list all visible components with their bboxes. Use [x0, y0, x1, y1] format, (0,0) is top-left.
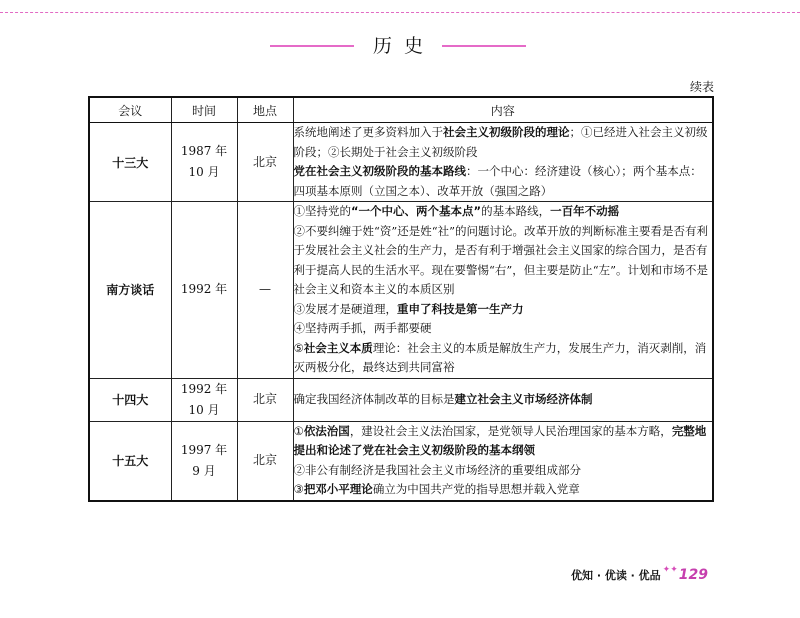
emphasis-text: 把邓小平理论 — [303, 482, 373, 496]
star-icon: ✦✦ — [662, 565, 678, 575]
header-time: 时间 — [171, 97, 237, 123]
emphasis-text: 一百年不动摇 — [550, 204, 620, 218]
continued-label: 续表 — [689, 80, 714, 94]
header-content: 内容 — [293, 97, 713, 123]
table-row — [89, 421, 713, 501]
place-cell: 北京 — [237, 378, 293, 421]
body-text: 系统地阐述了更多资料加入于 — [293, 125, 443, 139]
header-rule-left — [270, 45, 354, 47]
body-text: ②非公有制经济是我国社会主义市场经济的重要组成部分 — [293, 462, 581, 477]
time-line: 1997 年 — [180, 442, 228, 457]
emphasis-text: “一个中心、两个基本点” — [351, 204, 482, 218]
content-paragraph — [294, 202, 713, 222]
subject-title: 历史 — [372, 35, 435, 57]
content-paragraph — [294, 222, 713, 300]
time-cell — [171, 123, 237, 202]
header-place: 地点 — [237, 97, 293, 123]
content-paragraph — [294, 461, 713, 481]
time-cell — [171, 202, 237, 379]
content-cell — [293, 202, 713, 379]
emphasis-text: 建立社会主义市场经济体制 — [454, 391, 593, 406]
table-row — [89, 202, 713, 379]
body-text: 理论：社会主义的本质是解放生产力，发展生产力，消灭剥削，消灭两极分化，最终达到共同富裕 — [293, 340, 707, 374]
emphasis-text: 依法治国 — [303, 423, 350, 438]
body-text: ：一个中心：经济建设（核心）；两个基本点：四项基本原则（立国之本）、改革开放（强国之路） — [293, 164, 702, 198]
page-header — [270, 34, 526, 58]
content-paragraph — [294, 300, 713, 320]
time-line: 1992 年 — [180, 381, 228, 396]
place-cell: 北京 — [237, 421, 293, 501]
body-text: ，建设社会主义法治国家，是党领导人民治理国家的基本方略， — [349, 423, 672, 438]
body-text: ⑤ — [293, 340, 304, 355]
header-rule-right — [442, 45, 526, 47]
body-text: ；①已经进入社会主义初级阶段；②长期处于社会主义初级阶段 — [293, 125, 708, 159]
body-text: 的基本路线， — [481, 204, 551, 218]
emphasis-text: 重申了科技是第一生产力 — [397, 301, 524, 316]
emphasis-text: 完整地提出和论述了党在社会主义初级阶段的基本纲领 — [293, 423, 707, 457]
body-text: ④坚持两手抓，两手都要硬 — [293, 321, 432, 335]
header-meeting: 会议 — [89, 97, 171, 123]
body-text: ③发展才是硬道理， — [293, 301, 397, 316]
page-number: 129 — [678, 567, 708, 583]
emphasis-text: 党在社会主义初级阶段的基本路线 — [293, 164, 466, 178]
time-line: 10 月 — [188, 402, 220, 417]
content-paragraph — [294, 480, 713, 500]
footer-slogan: 优知 · 优读 · 优品 — [570, 569, 661, 582]
body-text: ① — [293, 423, 304, 438]
content-paragraph — [294, 339, 713, 378]
content-paragraph — [294, 123, 713, 162]
content-paragraph — [294, 319, 713, 339]
place-cell: — — [237, 202, 293, 379]
time-line: 1987 年 — [180, 144, 228, 158]
meeting-cell: 十三大 — [89, 123, 171, 202]
time-line: 1992 年 — [180, 282, 228, 297]
body-text: 确立为中国共产党的指导思想并载入党章 — [372, 482, 580, 496]
emphasis-text: 社会主义初级阶段的理论 — [443, 125, 570, 139]
meeting-cell: 十五大 — [89, 421, 171, 501]
body-text: 确定我国经济体制改革的目标是 — [293, 391, 455, 406]
place-cell: 北京 — [237, 123, 293, 202]
table-row — [89, 123, 713, 202]
table-body — [89, 123, 713, 501]
content-cell — [293, 378, 713, 421]
body-text: ②不要纠缠于姓“资”还是姓“社”的问题讨论。改革开放的判断标准主要看是否有利于发展社会主义社会的生产力，是否有利于增强社会主义国家的综合国力，是否有利于提高人民的生活水平。现在要警惕“右”，但主要是防止“左”。计划和市场不是社会主义和资本主义的本质区别 — [293, 223, 709, 296]
page-footer — [571, 565, 708, 585]
table-header-row — [89, 97, 713, 123]
time-cell — [171, 378, 237, 421]
meeting-cell: 十四大 — [89, 378, 171, 421]
body-text: ①坚持党的 — [293, 204, 351, 218]
meeting-cell: 南方谈话 — [89, 202, 171, 379]
content-paragraph — [294, 422, 713, 461]
content-cell — [293, 421, 713, 501]
time-line: 10 月 — [188, 165, 220, 179]
meetings-table — [88, 96, 714, 502]
content-cell — [293, 123, 713, 202]
time-line: 9 月 — [192, 463, 216, 478]
content-paragraph — [294, 162, 713, 201]
emphasis-text: 社会主义本质 — [303, 340, 373, 355]
content-paragraph — [294, 390, 713, 410]
body-text: ③ — [293, 482, 304, 496]
time-cell — [171, 421, 237, 501]
top-dashed-border — [0, 12, 800, 13]
table-row — [89, 378, 713, 421]
